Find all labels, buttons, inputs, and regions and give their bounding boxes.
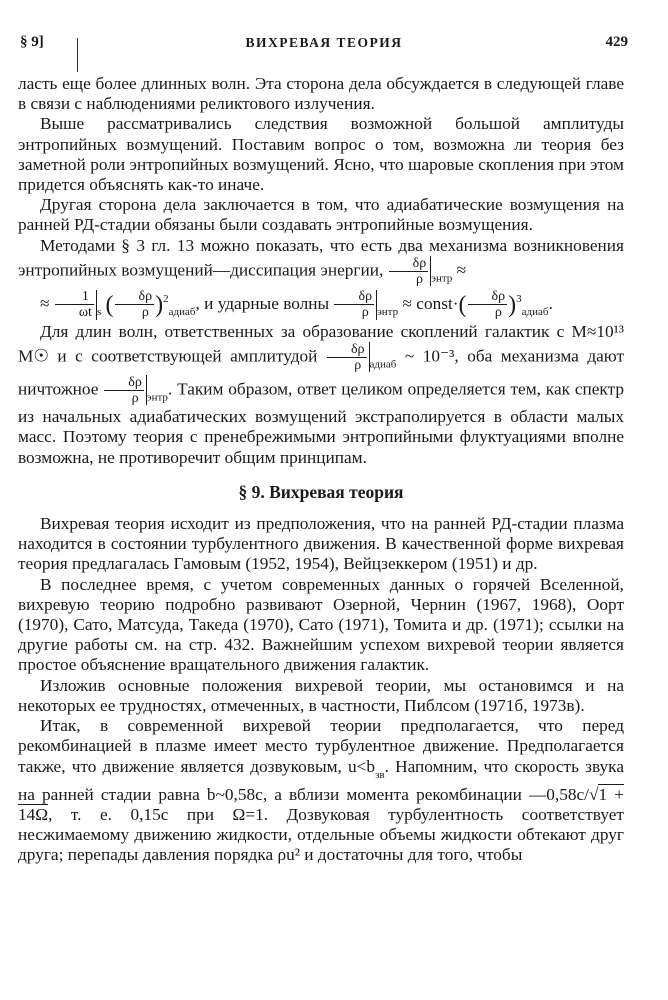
paragraph-7: В последнее время, с учетом современных данных о горячей Вселенной, вихревую теорию подробно развивают Озерной, Чернин (1967, 1968), Оорт (1970), Сато, Матсуда, Такеда (1970), Сато (1971), Томита и др. (1971); ссылки на другие работы см. на стр. 432. Важнейшим успехом вихревой теории является простое объяснение вращательного движения галактик.: [18, 574, 624, 675]
running-header: [20, 34, 628, 54]
approx-sign: ≈: [456, 260, 467, 280]
header-title: ВИХРЕВАЯ ТЕОРИЯ: [245, 35, 403, 50]
galaxy-cluster-mass: M≈10¹³ M☉: [18, 321, 624, 366]
page-number: 429: [605, 34, 628, 50]
section-heading: § 9. Вихревая теория: [238, 481, 404, 502]
header-section: § 9]: [20, 34, 44, 50]
sqrt-expression: 1 + 14Ω: [18, 784, 624, 824]
paragraph-1: ласть еще более длинных волн. Эта сторона дела обсуждается в следующей главе в связи с наблюдениями реликтового излучения.: [18, 74, 624, 114]
fraction-drho-rho: $\frac{\delta\rho}{\rho}$: [389, 256, 429, 287]
and-shock-waves: , и ударные волны: [195, 293, 330, 313]
formula-line: ≈ $\frac{1}{\omega t}$ $_s$ ( $\frac{\delta\rho}{\rho}$ )$^2_{адиаб}$, и ударные волны $\frac{\delta\rho}{\rho}$ $_{энтр}$ ≈ const·( $\frac{\delta\rho}{\rho}$ )$^3_{адиаб}$.: [40, 289, 553, 321]
fraction-one-omega-t: $\frac{1}{\omega t}$: [55, 289, 94, 320]
paragraph-8: Изложив основные положения вихревой теории, мы остановимся и на некоторых ее трудностях, отмеченных, в частности, Пиблсом (1971б, 1973в).: [18, 675, 624, 715]
paragraph-5: Для длин волн, ответственных за образование скоплений галактик с M≈10¹³ M☉ и с соответствующей амплитудой $\frac{\delta\rho}{\rho}$ $_{адиаб}$ ~ 10⁻³, оба механизма дают ничтожное $\frac{\delta\rho}{\rho}$ $_{энтр}$. Таким образом, ответ целиком определяется тем, как спектр из начальных адиабатических возмущений экстраполируется в области малых масс. Поэтому теория с пренебрежимыми энтропийными флуктуациями вполне возможна, не противоречит общим принципам.: [18, 321, 625, 467]
paragraph-9: Итак, в современной вихревой теории предполагается, что перед рекомбинацией в плазме имеет место турбулентное движение. Предполагается также, что движение является дозвуковым, $u<b_{зв}$. Напомним, что скорость звука на ранней стадии равна b~0,58c, а вблизи момента рекомбинации —0,58c/√1 + 14Ω, т. е. 0,15c при Ω=1. Дозвуковая турбулентность соответствует несжимаемому движению жидкости, отдельные объемы жидкости обтекают друг друга; перепады давления порядка ρu² и достаточны для того, чтобы: [18, 716, 624, 865]
margin-pencil-mark: [77, 38, 78, 72]
paragraph-4-text: Методами § 3 гл. 13 можно показать, что есть два механизма возникновения энтропийных возмущений—диссипация энергии,: [18, 235, 624, 280]
paragraph-3: Другая сторона дела заключается в том, что адиабатические возмущения на ранней РД-стадии обязаны были создавать энтропийные возмущения.: [18, 195, 624, 235]
paragraph-2: Выше рассматривались следствия возможной большой амплитуды энтропийных возмущений. Поставим вопрос о том, возможна ли теория без заметной роли энтропийных возмущений. Ясно, что шаровые скопления при этом придется объяснять как-то иначе.: [18, 114, 624, 195]
amplitude-value: ~ 10⁻³,: [404, 346, 459, 366]
paragraph-6: Вихревая теория исходит из предположения, что на ранней РД-стадии плазма находится в состоянии турбулентного движения. В качественной форме вихревая теория предлагалась Гамовым (1952, 1954), Вейцзеккером (1951) и др.: [18, 514, 624, 574]
page-body: [18, 74, 624, 866]
const-symbol: const: [416, 293, 453, 313]
paragraph-4: Методами § 3 гл. 13 можно показать, что есть два механизма возникновения энтропийных возмущений—диссипация энергии, $\frac{\delta\rho}{\rho}$ $_{энтр}$ ≈ ≈ $\frac{1}{\omega t}$ $_s$ ( $\frac{\delta\rho}{\rho}$ )$^2_{адиаб}$, и ударные волны $\frac{\delta\rho}{\rho}$ $_{энтр}$ ≈ const·( $\frac{\delta\rho}{\rho}$ )$^3_{адиаб}$.: [18, 235, 624, 321]
